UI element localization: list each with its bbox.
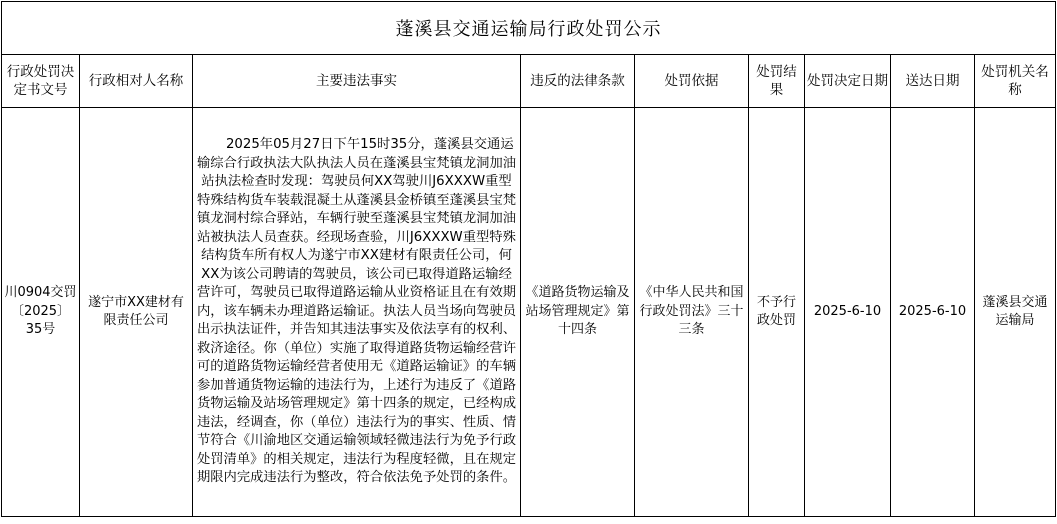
- cell-facts: [193, 108, 521, 517]
- header-doc-no: 行政处罚决定书文号: [2, 55, 80, 108]
- header-authority: 处罚机关名称: [975, 55, 1056, 108]
- cell-decision-date: 2025-6-10: [805, 108, 891, 517]
- header-delivery-date: 送达日期: [891, 55, 975, 108]
- table-header-row: [2, 55, 1056, 108]
- header-law: 违反的法律条款: [521, 55, 635, 108]
- header-party: 行政相对人名称: [80, 55, 193, 108]
- cell-basis: 《中华人民共和国行政处罚法》三十三条: [635, 108, 749, 517]
- cell-party: 遂宁市XX建材有限责任公司: [80, 108, 193, 517]
- header-result: 处罚结果: [749, 55, 805, 108]
- header-facts: 主要违法事实: [193, 55, 521, 108]
- cell-authority: 蓬溪县交通运输局: [975, 108, 1056, 517]
- cell-law: 《道路货物运输及站场管理规定》第十四条: [521, 108, 635, 517]
- penalty-notice-table: [1, 1, 1056, 517]
- page-title: 蓬溪县交通运输局行政处罚公示: [2, 2, 1056, 55]
- cell-delivery-date: 2025-6-10: [891, 108, 975, 517]
- header-basis: 处罚依据: [635, 55, 749, 108]
- header-decision-date: 处罚决定日期: [805, 55, 891, 108]
- cell-result: 不予行政处罚: [749, 108, 805, 517]
- cell-doc-no: 川0904交罚〔2025〕35号: [2, 108, 80, 517]
- facts-text: 2025年05月27日下午15时35分，蓬溪县交通运输综合行政执法大队执法人员在蓬溪县宝梵镇龙洞加油站执法检查时发现：驾驶员何XX驾驶川J6XXXW重型特殊结构货车装载混凝土从蓬溪县金桥镇至蓬溪县宝梵镇龙洞村综合驿站，车辆行驶至蓬溪县宝梵镇龙洞加油站被执法人员查获。经现场查验，川J6XXXW重型特殊结构货车所有权人为遂宁市XX建材有限责任公司，何XX为该公司聘请的驾驶员，该公司已取得道路运输经营许可，驾驶员已取得道路运输从业资格证且在有效期内，该车辆未办理道路运输证。执法人员当场向驾驶员出示执法证件，并告知其违法事实及依法享有的权利、救济途径。你（单位）实施了取得道路货物运输经营许可的道路货物运输经营者使用无《道路运输证》的车辆参加普通货物运输的违法行为，上述行为违反了《道路货物运输及站场管理规定》第十四条的规定，已经构成违法，经调查，你（单位）违法行为的事实、性质、情节符合《川渝地区交通运输领域轻微违法行为免予行政处罚清单》的相关规定，违法行为程度轻微，且在规定期限内完成违法行为整改，符合依法免予处罚的条件。: [196, 137, 517, 486]
- table-row: [2, 108, 1056, 517]
